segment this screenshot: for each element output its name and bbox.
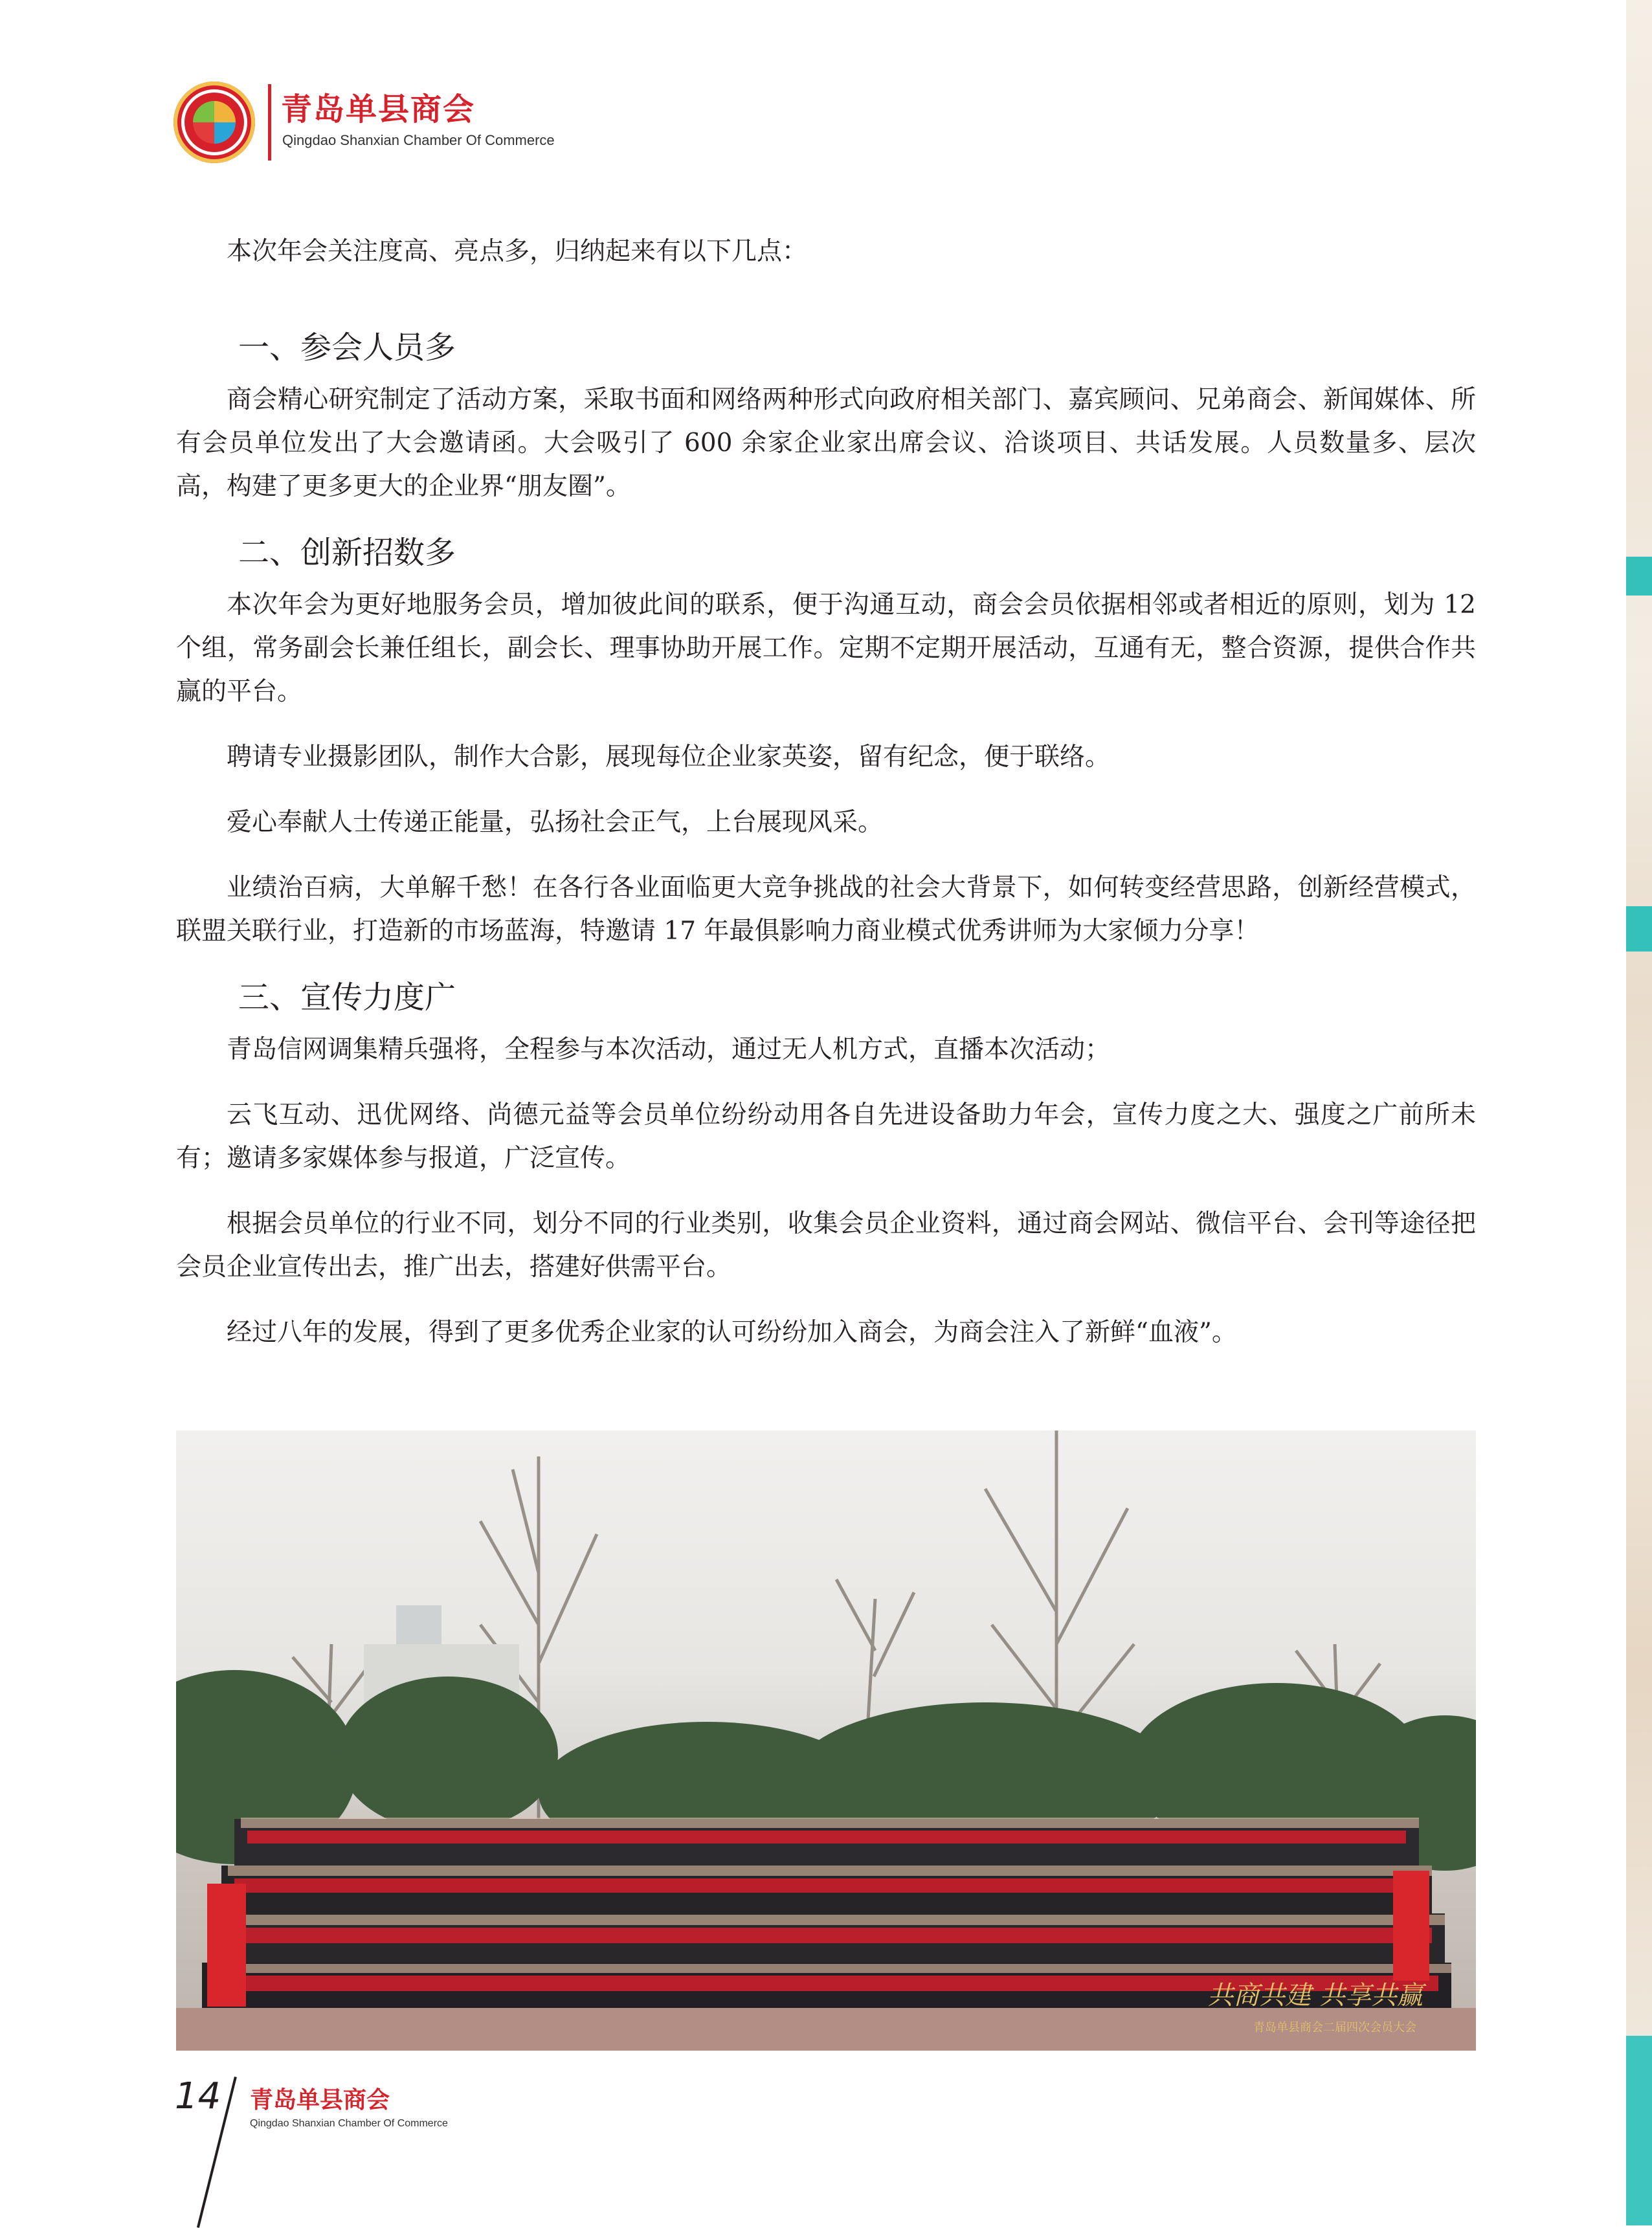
section-paragraph: 青岛信网调集精兵强将，全程参与本次活动，通过无人机方式，直播本次活动； [227,1035,1111,1064]
article-body [176,230,1476,1376]
intro-paragraph: 本次年会关注度高、亮点多，归纳起来有以下几点： [227,237,808,266]
section-paragraph: 本次年会为更好地服务会员，增加彼此间的联系，便于沟通互动，商会会员依据相邻或者相近的原则，划为 12 个组，常务副会长兼任组长，副会长、理事协助开展工作。定期不定期开展活动，互通有无，整合资源，提供合作共赢的平台。 [176,590,1476,706]
section-paragraph: 聘请专业摄影团队，制作大合影，展现每位企业家英姿，留有纪念，便于联络。 [227,742,1111,772]
section-heading: 一、参会人员多 [238,329,456,366]
page-number: 14 [175,2075,221,2117]
section-attendance [176,325,1476,508]
section-paragraph: 经过八年的发展，得到了更多优秀企业家的认可纷纷加入商会，为商会注入了新鲜“血液”。 [227,1318,1237,1347]
footer-brand-name: 青岛单县商会 [250,2087,390,2113]
page-edge-decoration [1626,0,1652,2225]
footer-brand-subtitle: Qingdao Shanxian Chamber Of Commerce [250,2118,448,2129]
section-paragraph: 云飞互动、迅优网络、尚德元益等会员单位纷纷动用各自先进设备助力年会，宣传力度之大、强度之广前所未有；邀请多家媒体参与报道，广泛宣传。 [176,1100,1476,1173]
section-paragraph: 爱心奉献人士传递正能量，弘扬社会正气，上台展现风采。 [227,808,884,837]
photo-caption: 共商共建 共享共赢 [1207,1981,1423,2011]
header-divider [268,84,271,161]
group-photo-illustration [176,1431,1476,2051]
edge-accent-mark [1626,906,1652,952]
brand-subtitle: Qingdao Shanxian Chamber Of Commerce [282,132,555,148]
section-paragraph: 业绩治百病，大单解千愁！在各行各业面临更大竞争挑战的社会大背景下，如何转变经营思路，创新经营模式，联盟关联行业，打造新的市场蓝海，特邀请 17 年最俱影响力商业模式优秀讲师为大家倾力分享！ [176,873,1476,946]
section-paragraph: 商会精心研究制定了活动方案，采取书面和网络两种形式向政府相关部门、嘉宾顾问、兄弟商会、新闻媒体、所有会员单位发出了大会邀请函。大会吸引了 600 余家企业家出席会议、洽谈项目、共话发展。人员数量多、层次高，构建了更多更大的企业界“朋友圈”。 [176,385,1476,501]
brand-name: 青岛单县商会 [281,91,476,128]
edge-teal-block [1626,2036,1652,2225]
chamber-logo-icon [173,82,255,163]
edge-accent-mark [1626,557,1652,596]
logo-emblem-icon [193,101,236,144]
photo-subcaption: 青岛单县商会二届四次会员大会 [1253,2021,1416,2034]
section-heading: 三、宣传力度广 [238,979,456,1016]
section-heading: 二、创新招数多 [238,535,456,571]
section-paragraph: 根据会员单位的行业不同，划分不同的行业类别，收集会员企业资料，通过商会网站、微信平台、会刊等途径把会员企业宣传出去，推广出去，搭建好供需平台。 [176,1209,1476,1282]
section-publicity [176,975,1476,1354]
section-innovation [176,530,1476,953]
group-photo [176,1431,1476,2051]
masthead [173,76,627,167]
